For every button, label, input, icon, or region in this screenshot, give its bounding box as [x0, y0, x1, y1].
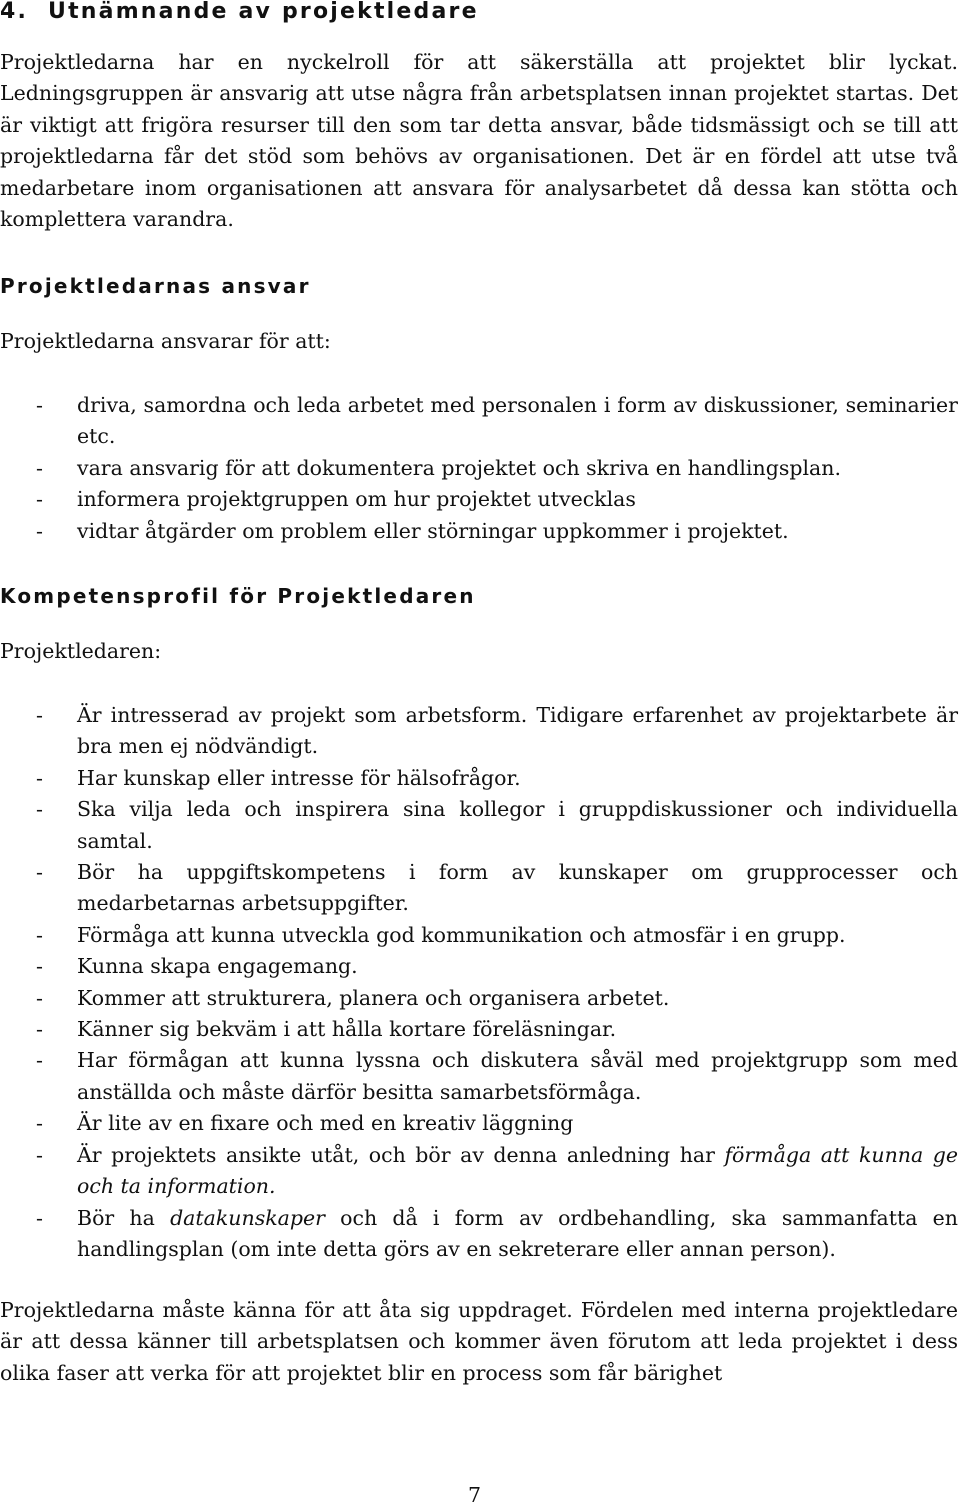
dash-bullet: -: [36, 1142, 43, 1167]
section-title: Utnämnande av projektledare: [48, 0, 479, 24]
list-item: [0, 516, 958, 547]
responsibilities-list: [0, 390, 958, 547]
list-item-text: Bör ha uppgiftskompetens i form av kunskaper om grupprocesser och medarbetarnas arbetsuppgifter.: [77, 860, 958, 916]
dash-bullet: -: [36, 455, 43, 480]
dash-bullet: -: [36, 765, 43, 790]
list-item-text: Förmåga att kunna utveckla god kommunikation och atmosfär i en grupp.: [77, 922, 846, 947]
intro-paragraph: Projektledarna har en nyckelroll för att säkerställa att projektet blir lyckat. Ledningsgruppen är ansvarig att utse några från arbetsplatsen innan projektet startas. Det är viktigt att frigöra resurser till den som tar detta ansvar, både tidsmässigt och se till att projektledarna får det stöd som behövs av organisationen. Det är en fördel att utse två medarbetare inom organisationen att ansvara för analysarbetet då dessa kan stötta och komplettera varandra.: [0, 50, 958, 232]
responsibilities-heading: Projektledarnas ansvar: [0, 274, 311, 298]
list-item: [0, 1014, 958, 1045]
list-item: [0, 390, 958, 453]
list-item: [0, 763, 958, 794]
dash-bullet: -: [36, 393, 43, 417]
list-item: [0, 484, 958, 515]
list-item-text: Har förmågan att kunna lyssna och diskutera såväl med projektgrupp som med anställda och måste därför besitta samarbetsförmåga.: [77, 1048, 958, 1104]
dash-bullet: -: [36, 797, 43, 822]
list-item: [0, 1203, 958, 1266]
dash-bullet: -: [36, 985, 43, 1010]
list-item-emphasis: förmåga att kunna ge och ta information.: [77, 1142, 958, 1199]
list-item: [0, 453, 958, 484]
list-item-text: Bör ha: [77, 1205, 171, 1230]
list-item-emphasis: datakunskaper: [170, 1205, 325, 1230]
dash-bullet: -: [36, 922, 43, 947]
closing-paragraph: Projektledarna måste känna för att åta sig uppdraget. Fördelen med interna projektledare är att dessa känner till arbetsplatsen och kommer även förutom att leda projektet i dess olika faser att verka för att projektet blir en process som får bärighet: [0, 1298, 958, 1385]
dash-bullet: -: [36, 1111, 43, 1136]
list-item-text: Ska vilja leda och inspirera sina kollegor i gruppdiskussioner och individuella samtal.: [77, 797, 958, 853]
list-item-text: Kommer att strukturera, planera och organisera arbetet.: [77, 985, 670, 1010]
list-item: [0, 1140, 958, 1203]
dash-bullet: -: [36, 1017, 43, 1042]
competence-intro: Projektledaren:: [0, 639, 162, 663]
dash-bullet: -: [36, 487, 43, 512]
list-item-text: driva, samordna och leda arbetet med personalen i form av diskussioner, seminarier etc.: [77, 393, 958, 449]
list-item-text: Har kunskap eller intresse för hälsofrågor.: [77, 765, 521, 790]
list-item-text: och då i form av ordbehandling, ska sammanfatta en handlingsplan (om inte detta görs av en sekreterare eller annan person).: [77, 1205, 958, 1261]
section-heading: [0, 0, 479, 26]
competence-heading: Kompetensprofil för Projektledaren: [0, 584, 476, 608]
list-item: [0, 1108, 958, 1139]
list-item-text: Är projektets ansikte utåt, och bör av denna anledning har: [77, 1142, 725, 1167]
list-item: [0, 700, 958, 763]
dash-bullet: -: [36, 703, 43, 727]
dash-bullet: -: [36, 860, 43, 885]
competence-list: [0, 700, 958, 1265]
list-item: [0, 794, 958, 857]
list-item: [0, 857, 958, 920]
list-item-text: informera projektgruppen om hur projektet utvecklas: [77, 487, 636, 512]
list-item-text: vidtar åtgärder om problem eller störningar uppkommer i projektet.: [77, 518, 789, 543]
list-item: [0, 920, 958, 951]
dash-bullet: -: [36, 954, 43, 979]
list-item-text: Är intresserad av projekt som arbetsform. Tidigare erfarenhet av projektarbete är bra men ej nödvändigt.: [77, 703, 958, 759]
responsibilities-intro: Projektledarna ansvarar för att:: [0, 329, 331, 353]
list-item-text: vara ansvarig för att dokumentera projektet och skriva en handlingsplan.: [77, 455, 841, 480]
list-item: [0, 951, 958, 982]
dash-bullet: -: [36, 1048, 43, 1073]
list-item: [0, 983, 958, 1014]
list-item: [0, 1045, 958, 1108]
section-number: 4.: [0, 0, 29, 24]
list-item-text: Är lite av en fixare och med en kreativ läggning: [77, 1111, 574, 1136]
list-item-text: Kunna skapa engagemang.: [77, 954, 358, 979]
dash-bullet: -: [36, 1205, 43, 1230]
dash-bullet: -: [36, 518, 43, 543]
page-number: 7: [468, 1483, 482, 1507]
list-item-text: Känner sig bekväm i att hålla kortare föreläsningar.: [77, 1017, 617, 1042]
